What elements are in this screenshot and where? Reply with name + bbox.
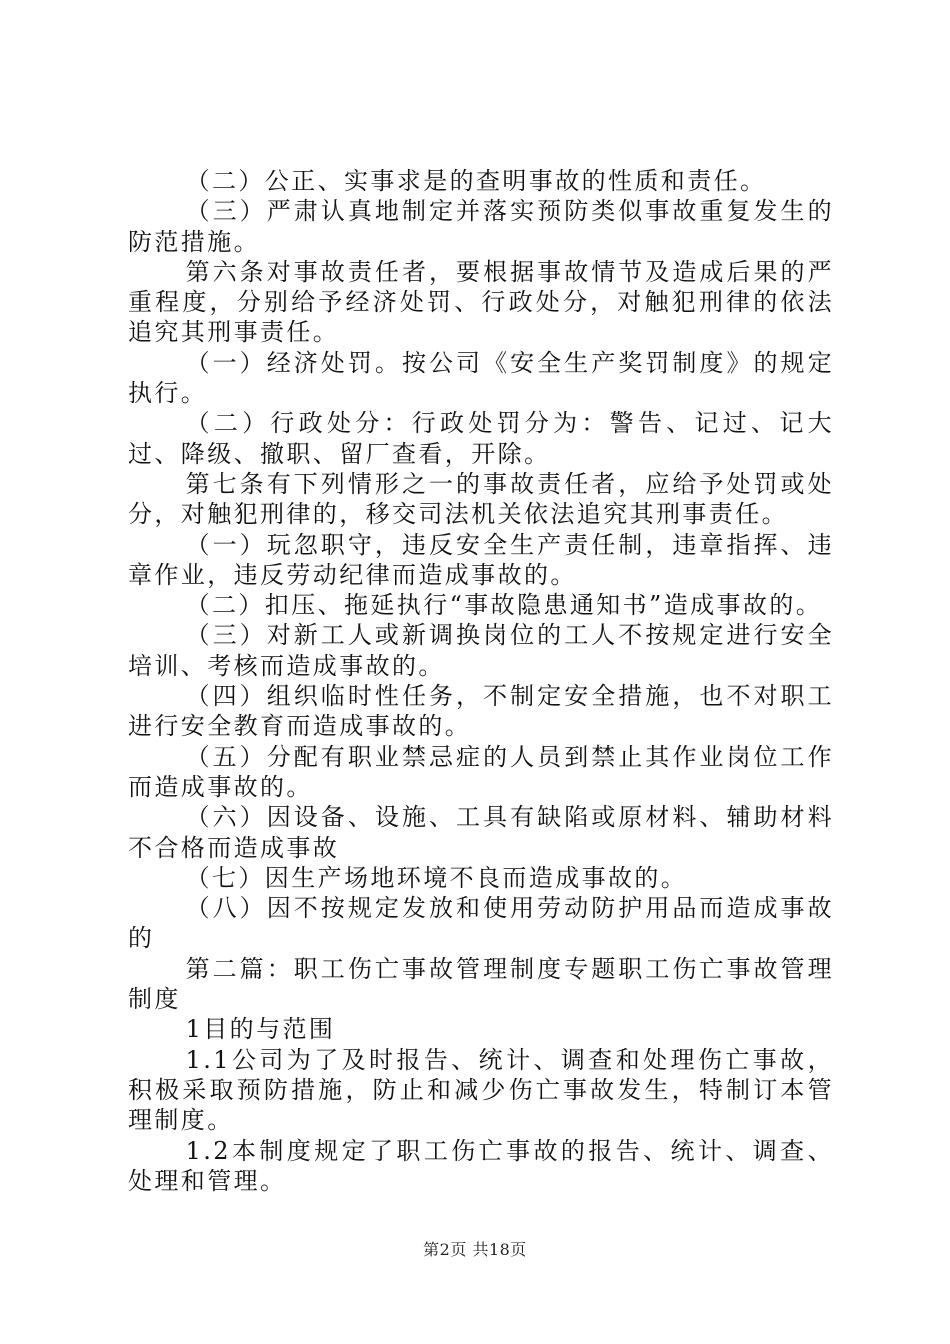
paragraph: （五）分配有职业禁忌症的人员到禁止其作业岗位工作而造成事故的。 bbox=[128, 742, 834, 801]
paragraph: （七）因生产场地环境不良而造成事故的。 bbox=[185, 863, 688, 892]
paragraph: （二）扣压、拖延执行“事故隐患通知书”造成事故的。 bbox=[185, 591, 823, 620]
paragraph: （三）严肃认真地制定并落实预防类似事故重复发生的防范措施。 bbox=[128, 197, 834, 256]
document-body bbox=[128, 166, 834, 1196]
paragraph: （一）玩忽职守，违反安全生产责任制，违章指挥、违章作业，违反劳动纪律而造成事故的。 bbox=[128, 530, 834, 589]
paragraph: （三）对新工人或新调换岗位的工人不按规定进行安全培训、考核而造成事故的。 bbox=[128, 621, 834, 680]
paragraph: （六）因设备、设施、工具有缺陷或原材料、辅助材料不合格而造成事故 bbox=[128, 803, 834, 862]
paragraph: （一）经济处罚。按公司《安全生产奖罚制度》的规定执行。 bbox=[128, 348, 834, 408]
paragraph: 1.1公司为了及时报告、统计、调查和处理伤亡事故，积极采取预防措施，防止和减少伤亡事故发生，特制订本管理制度。 bbox=[128, 1045, 834, 1135]
paragraph: 第七条有下列情形之一的事故责任者，应给予处罚或处分，对触犯刑律的，移交司法机关依法追究其刑事责任。 bbox=[128, 469, 834, 529]
paragraph: 第六条对事故责任者，要根据事故情节及造成后果的严重程度，分别给予经济处罚、行政处分，对触犯刑律的依法追究其刑事责任。 bbox=[128, 257, 834, 347]
page-number-footer: 第2页 共18页 bbox=[423, 1240, 527, 1259]
subsection-heading: 1目的与范围 bbox=[185, 1015, 336, 1044]
paragraph: （二）公正、实事求是的查明事故的性质和责任。 bbox=[185, 167, 767, 195]
paragraph: （八）因不按规定发放和使用劳动防护用品而造成事故的 bbox=[128, 894, 834, 953]
section-heading: 第二篇：职工伤亡事故管理制度专题职工伤亡事故管理制度 bbox=[128, 954, 834, 1014]
paragraph: 1.2本制度规定了职工伤亡事故的报告、统计、调查、处理和管理。 bbox=[128, 1136, 834, 1195]
paragraph: （二）行政处分：行政处罚分为：警告、记过、记大过、降级、撤职、留厂查看，开除。 bbox=[128, 409, 834, 468]
paragraph: （四）组织临时性任务，不制定安全措施，也不对职工进行安全教育而造成事故的。 bbox=[128, 682, 834, 741]
